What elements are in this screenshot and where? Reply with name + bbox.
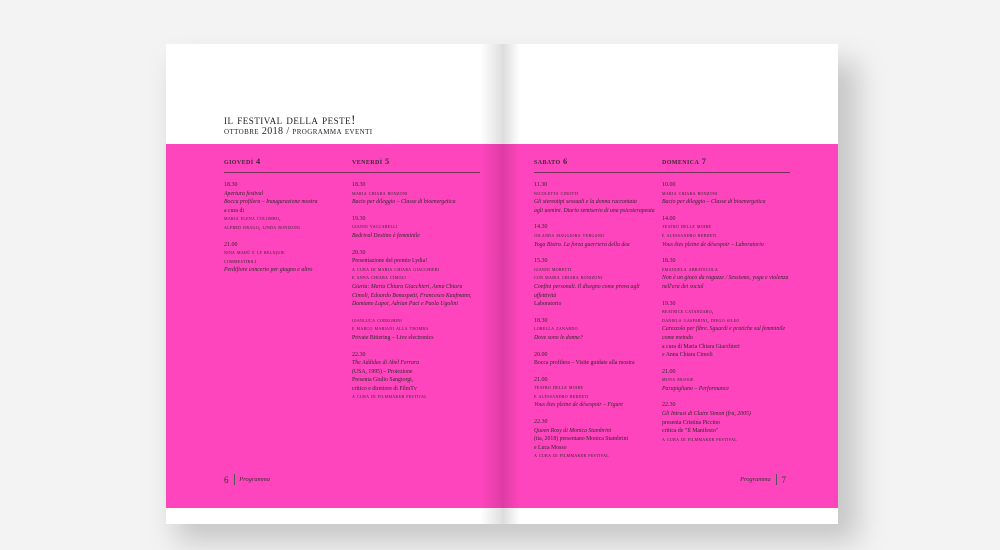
event-time: 21.00 bbox=[534, 376, 548, 383]
event-item bbox=[534, 257, 662, 309]
event-item bbox=[662, 368, 790, 394]
event-time: 22.30 bbox=[534, 419, 548, 426]
event-line: critica de "Il Manifesto" bbox=[662, 428, 719, 435]
day-column bbox=[352, 156, 480, 410]
event-item bbox=[534, 223, 662, 249]
event-line: maria chiara bonzoni bbox=[662, 190, 718, 197]
event-line: Bedrival Destino è femminile bbox=[352, 232, 420, 239]
event-line: gianni vaccarelli bbox=[352, 224, 398, 231]
event-line: e marco mariani alla tromba bbox=[352, 326, 429, 333]
event-line: Non è un gioco da ragazze / Sessismo, yoga e violenza bbox=[662, 275, 789, 282]
event-item bbox=[352, 215, 480, 241]
event-line: (ita, 2018) presentano Monica Stambrini bbox=[534, 436, 629, 443]
event-line: Parapigliano – Performance bbox=[662, 385, 729, 392]
footer-label: Programma bbox=[740, 476, 771, 483]
event-time: 14.00 bbox=[662, 215, 676, 222]
left-footer bbox=[224, 474, 270, 485]
footer-divider bbox=[776, 474, 777, 485]
event-item bbox=[534, 351, 662, 368]
event-line: Perdifiore concerto per giugno e altro bbox=[224, 267, 313, 274]
event-line: a cura di maria chiara giacchieri bbox=[352, 266, 440, 273]
day-heading: venerdì 5 bbox=[352, 156, 480, 173]
event-line: con maria chiara bonizoni bbox=[534, 275, 603, 282]
event-line: gianluca codeghini bbox=[352, 317, 403, 324]
event-line: nina madù e le reliquie bbox=[224, 250, 285, 257]
event-line: maria elena colombo, bbox=[224, 216, 281, 223]
event-line: Presentazione del premio Lydia! bbox=[352, 258, 428, 265]
event-line: daniela gasparini, diego sileo bbox=[662, 317, 740, 324]
event-item bbox=[662, 181, 790, 207]
event-line: emanuela abbatecola bbox=[662, 266, 719, 273]
event-time: 10.00 bbox=[662, 182, 676, 188]
day-heading: giovedì 4 bbox=[224, 156, 352, 173]
event-line: agli uomini. Diario semiserio di una psicoterapeuta bbox=[534, 207, 655, 214]
event-line: e Anna Chiara Cimoli bbox=[662, 352, 713, 359]
event-line: e alessandro berdeti bbox=[662, 232, 717, 239]
event-line: maria chiara bonzoni bbox=[352, 190, 408, 197]
event-item bbox=[352, 351, 480, 403]
event-item bbox=[662, 215, 790, 249]
event-time: 22.30 bbox=[662, 402, 676, 409]
right-footer bbox=[740, 474, 786, 485]
event-line: The Addidas di Abel Ferrara bbox=[352, 360, 420, 367]
event-line: Cimoli, Edoardo Bonaspetti, Francesco Kaufmann, bbox=[352, 292, 472, 299]
event-line: Laboratorio bbox=[534, 301, 562, 308]
day-heading: sabato 6 bbox=[534, 156, 662, 173]
event-line: a cura di filmmaker festival bbox=[662, 436, 737, 443]
event-line: Vous êtes pleine de désespoir – Figure bbox=[534, 402, 623, 409]
event-time: 20.30 bbox=[352, 249, 366, 256]
event-time: 18.30 bbox=[662, 258, 676, 265]
event-item bbox=[662, 300, 790, 360]
event-line: Giuria: Maria Chiara Giacchieri, Anna Chiara bbox=[352, 283, 463, 290]
page-subtitle: ottobre 2018 / programma eventi bbox=[224, 126, 373, 137]
event-line: e Luca Mosso bbox=[534, 444, 567, 451]
event-time: 22.30 bbox=[352, 351, 366, 358]
event-item bbox=[534, 317, 662, 343]
event-line: Gli stereotipi sessuali e la donna raccontata bbox=[534, 199, 637, 206]
event-time: 15.30 bbox=[534, 258, 548, 265]
event-line: Yoga Bistro. La forza guerriera della dea bbox=[534, 241, 630, 248]
event-line: Damiano Lapoi, Adrian Paci e Paola Ugolini bbox=[352, 301, 459, 308]
event-item bbox=[352, 249, 480, 309]
event-item bbox=[534, 418, 662, 461]
event-line: Bocca profilera – Inaugurazione mostra bbox=[224, 199, 318, 206]
footer-label: Programma bbox=[239, 476, 270, 483]
event-time: 11.30 bbox=[534, 182, 548, 188]
event-line: (USA, 1995) – Proiezione bbox=[352, 368, 413, 375]
event-item bbox=[352, 181, 480, 207]
event-item bbox=[352, 317, 480, 343]
event-line: a cura di Maria Chiara Giacchieri bbox=[662, 343, 740, 350]
event-line: lorella zanardo bbox=[534, 326, 578, 333]
event-time: 21.00 bbox=[224, 241, 238, 248]
event-line: critico e direttore di FilmTv bbox=[352, 385, 417, 392]
page-number: 6 bbox=[224, 474, 229, 485]
day-column bbox=[534, 156, 662, 469]
event-line: a cura di bbox=[224, 207, 244, 214]
right-page bbox=[502, 44, 838, 524]
left-page bbox=[166, 44, 502, 524]
event-line: presenta Cristina Piccino bbox=[662, 419, 720, 426]
event-line: Dove sono le donne? bbox=[534, 334, 583, 341]
event-line: Gli Intrusi di Claire Simon (fra, 2005) bbox=[662, 411, 751, 418]
event-line: Queen Rosy di Monica Stambrini bbox=[534, 427, 612, 434]
event-time: 14.30 bbox=[534, 224, 548, 231]
event-time: 18.30 bbox=[224, 182, 238, 188]
event-line: Private Bittering – Live electronics bbox=[352, 334, 434, 341]
event-item bbox=[534, 376, 662, 410]
event-line: come metodo bbox=[662, 334, 693, 341]
event-line: nell'era dei social bbox=[662, 283, 704, 290]
event-line: alfred drago, linda bonizoni bbox=[224, 224, 300, 231]
event-line: Bocca profilera – Visite guidate alla mostra bbox=[534, 360, 635, 367]
event-item bbox=[662, 257, 790, 291]
event-line: Carezzolo per fibre. Sguardi e pratiche sul femminile bbox=[662, 326, 786, 333]
event-line: e alessandro berdeti bbox=[534, 393, 589, 400]
event-time: 18.30 bbox=[352, 182, 366, 188]
event-item bbox=[534, 181, 662, 215]
footer-divider bbox=[234, 474, 235, 485]
event-line: Confini personali. Il disegno come prova agli affettività bbox=[534, 283, 640, 299]
event-line: commestibili bbox=[224, 258, 257, 265]
event-time: 19.30 bbox=[352, 215, 366, 222]
event-time: 20.00 bbox=[534, 351, 548, 358]
event-line: a cura di filmmaker festival bbox=[352, 394, 427, 401]
event-line: teatro delle moire bbox=[662, 224, 712, 231]
event-line: Presenta Giulio Sangiorgi, bbox=[352, 377, 414, 384]
page-title: il festival della peste! bbox=[224, 112, 356, 127]
event-line: teatro delle moire bbox=[534, 385, 584, 392]
day-column bbox=[662, 156, 790, 452]
event-time: 19.30 bbox=[662, 300, 676, 307]
event-line: beatrice catanzaro, bbox=[662, 309, 714, 316]
event-line: Bacio per dileggio – Classe di bioenergetica bbox=[662, 199, 766, 206]
event-item bbox=[224, 241, 352, 275]
event-line: muna mussie bbox=[662, 377, 694, 384]
event-line: Vous êtes pleine de désespoir – Laboratorio bbox=[662, 241, 764, 248]
event-line: a cura di filmmaker festival bbox=[534, 453, 609, 460]
event-line: Bacio per dileggio – Classe di bioenergetica bbox=[352, 199, 456, 206]
event-line: nicoletta cinotti bbox=[534, 190, 579, 197]
page-number: 7 bbox=[781, 474, 786, 485]
event-line: e anna chiara cimoli bbox=[352, 275, 407, 282]
event-time: 18.30 bbox=[534, 317, 548, 324]
event-line: Apertura festival bbox=[224, 190, 264, 197]
event-line: jolanda maggiora vergano bbox=[534, 232, 605, 239]
event-item bbox=[662, 401, 790, 444]
event-time: 21.00 bbox=[662, 368, 676, 375]
event-item bbox=[224, 181, 352, 233]
day-heading: domenica 7 bbox=[662, 156, 790, 173]
event-line: gianni moretti bbox=[534, 266, 572, 273]
day-column bbox=[224, 156, 352, 283]
